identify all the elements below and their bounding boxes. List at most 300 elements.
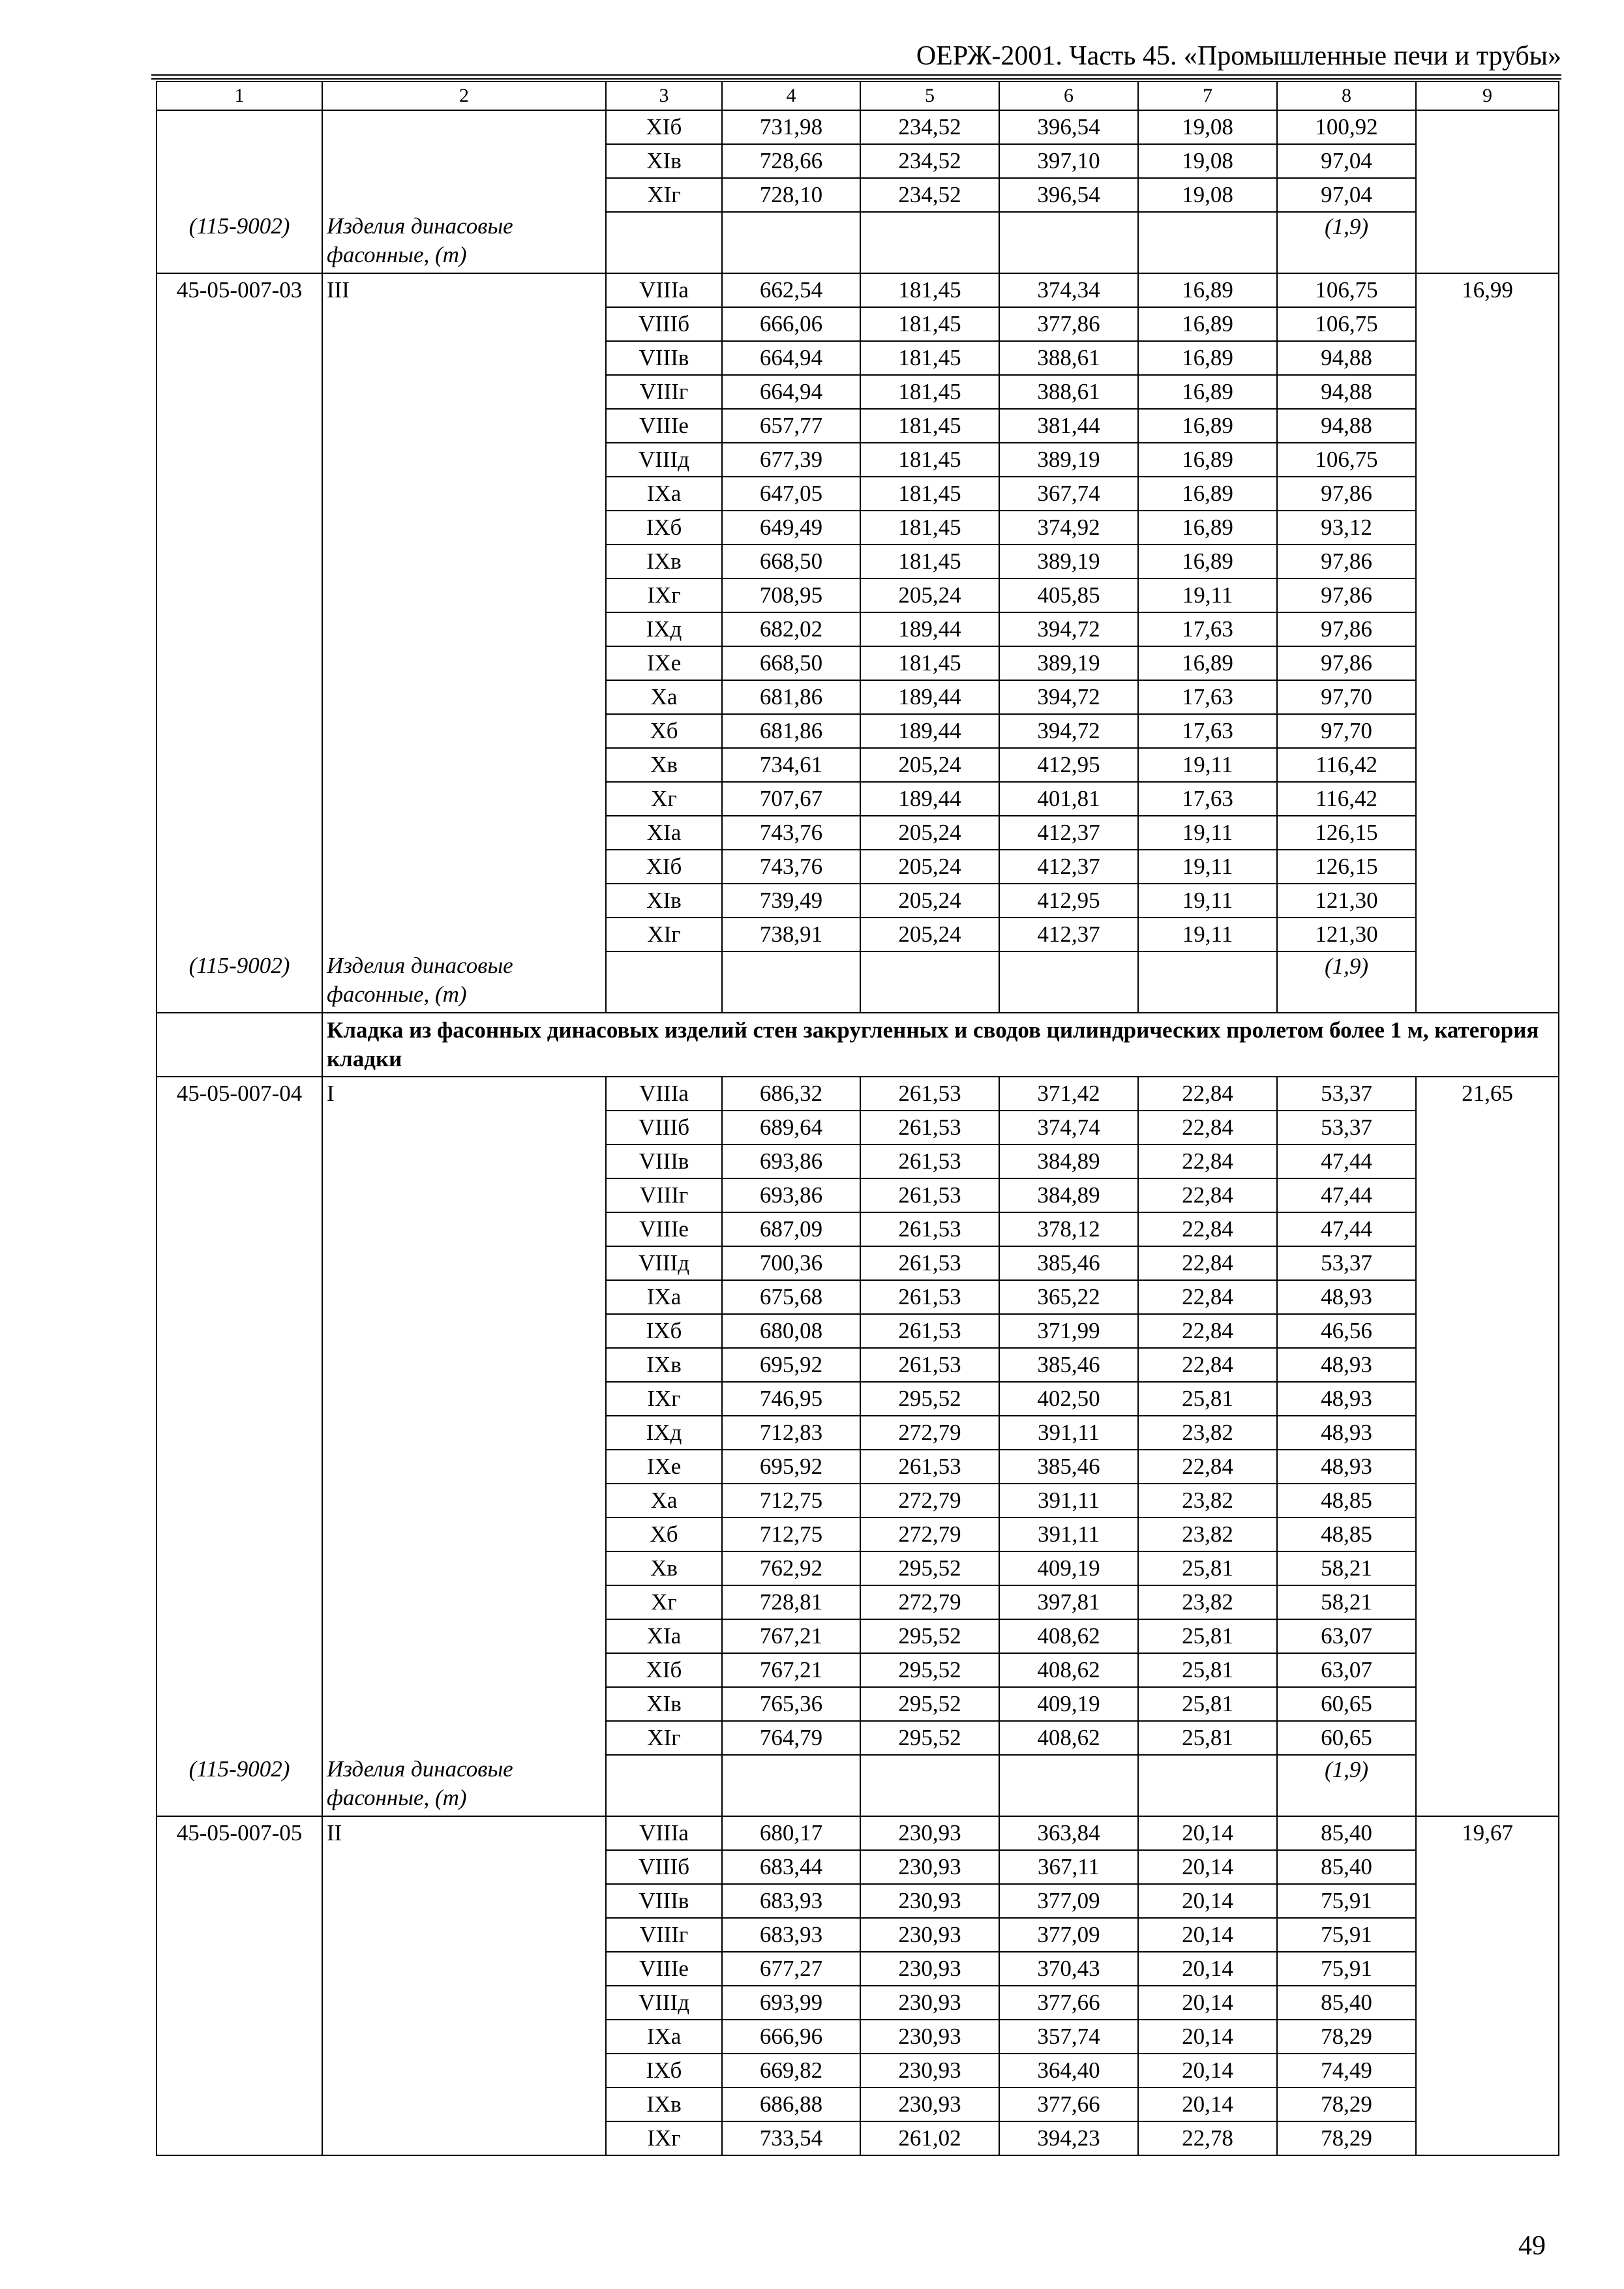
materials-cost: 94,88: [1277, 409, 1416, 443]
masonry-category: [322, 2054, 606, 2087]
item-code: [157, 1687, 322, 1721]
table-row: [157, 1111, 1559, 1144]
machine-operation-cost: 394,72: [999, 714, 1138, 748]
labor-cost: 230,93: [860, 2087, 999, 2121]
zone-code: IXв: [606, 545, 722, 578]
column-header: 1: [157, 82, 322, 110]
masonry-category: [322, 477, 606, 511]
item-code: [157, 850, 322, 884]
table-row: [157, 816, 1559, 850]
machine-cost: 19,67: [1416, 1816, 1559, 1850]
masonry-category: [322, 1178, 606, 1212]
resource-quantity: (1,9): [1277, 951, 1416, 1013]
zone-code: IXа: [606, 477, 722, 511]
machine-cost: [1416, 1884, 1559, 1918]
materials-cost: 126,15: [1277, 850, 1416, 884]
table-row: [157, 1653, 1559, 1687]
driver-wages: 25,81: [1138, 1687, 1277, 1721]
zone-code: IXе: [606, 1450, 722, 1484]
direct-cost: 734,61: [722, 748, 860, 782]
masonry-category: [322, 680, 606, 714]
table-row: [157, 1212, 1559, 1246]
driver-wages: 20,14: [1138, 2020, 1277, 2054]
machine-cost: [1416, 884, 1559, 918]
machine-cost: [1416, 144, 1559, 178]
driver-wages: 23,82: [1138, 1585, 1277, 1619]
item-code: [157, 1144, 322, 1178]
machine-cost: [1416, 1144, 1559, 1178]
zone-code: VIIIе: [606, 1952, 722, 1986]
masonry-category: [322, 748, 606, 782]
machine-cost: [1416, 545, 1559, 578]
materials-cost: 85,40: [1277, 1986, 1416, 2020]
masonry-category: [322, 1551, 606, 1585]
item-code: [157, 2020, 322, 2054]
direct-cost: 695,92: [722, 1450, 860, 1484]
driver-wages: 17,63: [1138, 782, 1277, 816]
materials-cost: 97,70: [1277, 680, 1416, 714]
driver-wages: 19,11: [1138, 918, 1277, 951]
item-code: [157, 1918, 322, 1952]
table-row: [157, 1551, 1559, 1585]
price-table: [156, 81, 1559, 2156]
direct-cost: 681,86: [722, 714, 860, 748]
direct-cost: 765,36: [722, 1687, 860, 1721]
masonry-category: [322, 1884, 606, 1918]
item-code: [157, 1314, 322, 1348]
labor-cost: 261,53: [860, 1144, 999, 1178]
driver-wages: 22,78: [1138, 2121, 1277, 2155]
column-header-row: [157, 82, 1559, 110]
table-row: [157, 850, 1559, 884]
table-row: [157, 918, 1559, 951]
zone-code: IXг: [606, 2121, 722, 2155]
masonry-category: [322, 341, 606, 375]
machine-operation-cost: 389,19: [999, 545, 1138, 578]
zone-code: VIIIе: [606, 409, 722, 443]
labor-cost: 272,79: [860, 1518, 999, 1551]
item-code: [157, 748, 322, 782]
table-row: [157, 1077, 1559, 1111]
materials-cost: 75,91: [1277, 1918, 1416, 1952]
machine-cost: [1416, 1314, 1559, 1348]
materials-cost: 116,42: [1277, 782, 1416, 816]
item-code: 45-05-007-05: [157, 1816, 322, 1850]
item-code: [157, 680, 322, 714]
masonry-category: [322, 1450, 606, 1484]
direct-cost: 666,06: [722, 307, 860, 341]
item-code: 45-05-007-03: [157, 273, 322, 307]
driver-wages: 16,89: [1138, 443, 1277, 477]
machine-cost: 16,99: [1416, 273, 1559, 307]
table-row: [157, 409, 1559, 443]
machine-operation-cost: 409,19: [999, 1687, 1138, 1721]
item-code: [157, 1382, 322, 1416]
direct-cost: 695,92: [722, 1348, 860, 1382]
machine-operation-cost: 388,61: [999, 375, 1138, 409]
materials-cost: 85,40: [1277, 1816, 1416, 1850]
item-code: [157, 918, 322, 951]
machine-operation-cost: 384,89: [999, 1144, 1138, 1178]
masonry-category: [322, 2121, 606, 2155]
zone-code: VIIIд: [606, 1986, 722, 2020]
document-title: ОЕРЖ-2001. Часть 45. «Промышленные печи и трубы»: [916, 41, 1561, 71]
item-code: [157, 178, 322, 212]
section-heading: Кладка из фасонных динасовых изделий стен закругленных и сводов цилиндрических пролетом более 1 м, категория кладки: [322, 1013, 1559, 1077]
direct-cost: 743,76: [722, 850, 860, 884]
table-row: [157, 307, 1559, 341]
machine-cost: [1416, 1518, 1559, 1551]
machine-operation-cost: 367,11: [999, 1850, 1138, 1884]
section-heading-row: [157, 1013, 1559, 1077]
column-header: 8: [1277, 82, 1416, 110]
direct-cost: 683,93: [722, 1918, 860, 1952]
masonry-category: [322, 409, 606, 443]
zone-code: XIв: [606, 884, 722, 918]
empty-cell: [999, 1755, 1138, 1816]
item-code: [157, 1884, 322, 1918]
labor-cost: 234,52: [860, 110, 999, 144]
driver-wages: 20,14: [1138, 1816, 1277, 1850]
empty-cell: [860, 212, 999, 273]
item-code: [157, 1551, 322, 1585]
driver-wages: 20,14: [1138, 1884, 1277, 1918]
table-row: [157, 714, 1559, 748]
item-code: [157, 375, 322, 409]
labor-cost: 189,44: [860, 680, 999, 714]
machine-operation-cost: 394,72: [999, 680, 1138, 714]
machine-operation-cost: 385,46: [999, 1246, 1138, 1280]
direct-cost: 649,49: [722, 511, 860, 545]
masonry-category: [322, 178, 606, 212]
item-code: [157, 511, 322, 545]
column-header: 5: [860, 82, 999, 110]
machine-operation-cost: 377,66: [999, 2087, 1138, 2121]
labor-cost: 230,93: [860, 1986, 999, 2020]
page-header: [151, 31, 1561, 78]
zone-code: VIIIб: [606, 307, 722, 341]
material-note-row: [157, 1755, 1559, 1816]
machine-operation-cost: 397,81: [999, 1585, 1138, 1619]
item-code: [157, 884, 322, 918]
resource-name: Изделия динасовые фасонные, (т): [322, 212, 606, 273]
zone-code: Xг: [606, 1585, 722, 1619]
table-row: [157, 782, 1559, 816]
direct-cost: 657,77: [722, 409, 860, 443]
machine-operation-cost: 377,86: [999, 307, 1138, 341]
driver-wages: 23,82: [1138, 1484, 1277, 1518]
column-header: 6: [999, 82, 1138, 110]
machine-operation-cost: 412,37: [999, 918, 1138, 951]
masonry-category: [322, 1314, 606, 1348]
direct-cost: 666,96: [722, 2020, 860, 2054]
direct-cost: 668,50: [722, 646, 860, 680]
zone-code: XIа: [606, 816, 722, 850]
direct-cost: 712,83: [722, 1416, 860, 1450]
table-row: [157, 1884, 1559, 1918]
machine-cost: [1416, 612, 1559, 646]
empty-cell: [606, 212, 722, 273]
resource-code: (115-9002): [157, 951, 322, 1013]
table-row: [157, 273, 1559, 307]
materials-cost: 48,85: [1277, 1484, 1416, 1518]
table-row: [157, 1986, 1559, 2020]
item-code: [157, 1212, 322, 1246]
zone-code: IXд: [606, 612, 722, 646]
masonry-category: [322, 1653, 606, 1687]
zone-code: VIIIв: [606, 1884, 722, 1918]
item-code: [157, 307, 322, 341]
materials-cost: 58,21: [1277, 1585, 1416, 1619]
table-row: [157, 646, 1559, 680]
labor-cost: 295,52: [860, 1551, 999, 1585]
machine-cost: [1416, 748, 1559, 782]
driver-wages: 19,11: [1138, 850, 1277, 884]
materials-cost: 100,92: [1277, 110, 1416, 144]
labor-cost: 205,24: [860, 748, 999, 782]
masonry-category: [322, 511, 606, 545]
labor-cost: 295,52: [860, 1687, 999, 1721]
table-row: [157, 375, 1559, 409]
item-code: [157, 1518, 322, 1551]
driver-wages: 25,81: [1138, 1721, 1277, 1755]
zone-code: XIа: [606, 1619, 722, 1653]
empty-cell: [1416, 951, 1559, 1013]
materials-cost: 97,04: [1277, 178, 1416, 212]
driver-wages: 22,84: [1138, 1314, 1277, 1348]
zone-code: XIг: [606, 918, 722, 951]
machine-operation-cost: 408,62: [999, 1721, 1138, 1755]
labor-cost: 181,45: [860, 477, 999, 511]
item-code: [157, 110, 322, 144]
direct-cost: 677,39: [722, 443, 860, 477]
machine-cost: 21,65: [1416, 1077, 1559, 1111]
machine-operation-cost: 389,19: [999, 443, 1138, 477]
zone-code: VIIIв: [606, 341, 722, 375]
zone-code: IXа: [606, 1280, 722, 1314]
item-code: [157, 1850, 322, 1884]
machine-cost: [1416, 110, 1559, 144]
table-row: [157, 2121, 1559, 2155]
labor-cost: 181,45: [860, 341, 999, 375]
labor-cost: 230,93: [860, 1850, 999, 1884]
machine-operation-cost: 377,09: [999, 1918, 1138, 1952]
table-row: [157, 1585, 1559, 1619]
driver-wages: 22,84: [1138, 1178, 1277, 1212]
labor-cost: 234,52: [860, 144, 999, 178]
direct-cost: 700,36: [722, 1246, 860, 1280]
machine-operation-cost: 364,40: [999, 2054, 1138, 2087]
table-row: [157, 1619, 1559, 1653]
masonry-category: [322, 1348, 606, 1382]
masonry-category: [322, 1721, 606, 1755]
zone-code: VIIIе: [606, 1212, 722, 1246]
machine-operation-cost: 377,09: [999, 1884, 1138, 1918]
item-code: [157, 1280, 322, 1314]
table-row: [157, 1280, 1559, 1314]
materials-cost: 63,07: [1277, 1653, 1416, 1687]
labor-cost: 261,53: [860, 1077, 999, 1111]
labor-cost: 272,79: [860, 1416, 999, 1450]
labor-cost: 181,45: [860, 545, 999, 578]
table-row: [157, 1144, 1559, 1178]
materials-cost: 94,88: [1277, 341, 1416, 375]
materials-cost: 47,44: [1277, 1144, 1416, 1178]
labor-cost: 230,93: [860, 1918, 999, 1952]
direct-cost: 683,44: [722, 1850, 860, 1884]
materials-cost: 94,88: [1277, 375, 1416, 409]
zone-code: IXе: [606, 646, 722, 680]
zone-code: XIв: [606, 1687, 722, 1721]
labor-cost: 181,45: [860, 273, 999, 307]
zone-code: XIб: [606, 1653, 722, 1687]
table-row: [157, 178, 1559, 212]
direct-cost: 767,21: [722, 1619, 860, 1653]
direct-cost: 708,95: [722, 578, 860, 612]
machine-operation-cost: 374,92: [999, 511, 1138, 545]
direct-cost: 762,92: [722, 1551, 860, 1585]
item-code: [157, 1619, 322, 1653]
table-row: [157, 884, 1559, 918]
machine-cost: [1416, 1212, 1559, 1246]
zone-code: IXг: [606, 578, 722, 612]
machine-operation-cost: 401,81: [999, 782, 1138, 816]
materials-cost: 47,44: [1277, 1178, 1416, 1212]
direct-cost: 681,86: [722, 680, 860, 714]
machine-cost: [1416, 477, 1559, 511]
direct-cost: 693,99: [722, 1986, 860, 2020]
driver-wages: 16,89: [1138, 307, 1277, 341]
materials-cost: 121,30: [1277, 918, 1416, 951]
material-note-row: [157, 951, 1559, 1013]
empty-cell: [1416, 212, 1559, 273]
empty-cell: [1416, 1755, 1559, 1816]
table-row: [157, 1721, 1559, 1755]
driver-wages: 23,82: [1138, 1416, 1277, 1450]
machine-operation-cost: 405,85: [999, 578, 1138, 612]
machine-cost: [1416, 1178, 1559, 1212]
machine-cost: [1416, 1721, 1559, 1755]
machine-operation-cost: 385,46: [999, 1348, 1138, 1382]
machine-cost: [1416, 2121, 1559, 2155]
column-header: 7: [1138, 82, 1277, 110]
driver-wages: 19,11: [1138, 578, 1277, 612]
driver-wages: 25,81: [1138, 1382, 1277, 1416]
driver-wages: 19,11: [1138, 816, 1277, 850]
zone-code: Xа: [606, 680, 722, 714]
labor-cost: 189,44: [860, 782, 999, 816]
item-code: [157, 409, 322, 443]
machine-operation-cost: 371,42: [999, 1077, 1138, 1111]
machine-operation-cost: 389,19: [999, 646, 1138, 680]
machine-operation-cost: 370,43: [999, 1952, 1138, 1986]
labor-cost: 181,45: [860, 511, 999, 545]
direct-cost: 767,21: [722, 1653, 860, 1687]
table-row: [157, 748, 1559, 782]
zone-code: VIIIб: [606, 1111, 722, 1144]
machine-cost: [1416, 1450, 1559, 1484]
labor-cost: 189,44: [860, 714, 999, 748]
direct-cost: 647,05: [722, 477, 860, 511]
table-row: [157, 341, 1559, 375]
empty-cell: [722, 1755, 860, 1816]
machine-operation-cost: 394,23: [999, 2121, 1138, 2155]
zone-code: XIб: [606, 850, 722, 884]
zone-code: XIб: [606, 110, 722, 144]
driver-wages: 25,81: [1138, 1551, 1277, 1585]
labor-cost: 181,45: [860, 443, 999, 477]
masonry-category: [322, 1212, 606, 1246]
item-code: [157, 578, 322, 612]
item-code: [157, 2087, 322, 2121]
machine-cost: [1416, 1280, 1559, 1314]
item-code: [157, 443, 322, 477]
direct-cost: 683,93: [722, 1884, 860, 1918]
item-code: [157, 1246, 322, 1280]
item-code: [157, 1986, 322, 2020]
item-code: [157, 612, 322, 646]
materials-cost: 78,29: [1277, 2121, 1416, 2155]
zone-code: Xб: [606, 714, 722, 748]
item-code: [157, 1348, 322, 1382]
resource-code: (115-9002): [157, 212, 322, 273]
materials-cost: 97,86: [1277, 477, 1416, 511]
machine-cost: [1416, 1484, 1559, 1518]
machine-operation-cost: 412,95: [999, 748, 1138, 782]
direct-cost: 743,76: [722, 816, 860, 850]
machine-cost: [1416, 1653, 1559, 1687]
direct-cost: 689,64: [722, 1111, 860, 1144]
machine-operation-cost: 385,46: [999, 1450, 1138, 1484]
masonry-category: [322, 443, 606, 477]
masonry-category: [322, 646, 606, 680]
item-code: [157, 1653, 322, 1687]
machine-cost: [1416, 1952, 1559, 1986]
machine-cost: [1416, 1918, 1559, 1952]
masonry-category: [322, 884, 606, 918]
material-note-row: [157, 212, 1559, 273]
direct-cost: 664,94: [722, 375, 860, 409]
direct-cost: 728,66: [722, 144, 860, 178]
direct-cost: 764,79: [722, 1721, 860, 1755]
driver-wages: 20,14: [1138, 2087, 1277, 2121]
table-row: [157, 578, 1559, 612]
zone-code: XIв: [606, 144, 722, 178]
materials-cost: 97,86: [1277, 612, 1416, 646]
masonry-category: [322, 850, 606, 884]
materials-cost: 48,93: [1277, 1382, 1416, 1416]
driver-wages: 16,89: [1138, 341, 1277, 375]
materials-cost: 97,04: [1277, 144, 1416, 178]
masonry-category: [322, 1585, 606, 1619]
machine-cost: [1416, 1348, 1559, 1382]
driver-wages: 22,84: [1138, 1348, 1277, 1382]
labor-cost: 295,52: [860, 1721, 999, 1755]
driver-wages: 19,08: [1138, 110, 1277, 144]
driver-wages: 25,81: [1138, 1619, 1277, 1653]
driver-wages: 20,14: [1138, 1986, 1277, 2020]
zone-code: XIг: [606, 1721, 722, 1755]
direct-cost: 707,67: [722, 782, 860, 816]
table-row: [157, 1952, 1559, 1986]
masonry-category: [322, 714, 606, 748]
masonry-category: [322, 1619, 606, 1653]
masonry-category: I: [322, 1077, 606, 1111]
machine-operation-cost: 367,74: [999, 477, 1138, 511]
driver-wages: 22,84: [1138, 1280, 1277, 1314]
resource-name: Изделия динасовые фасонные, (т): [322, 951, 606, 1013]
table-row: [157, 511, 1559, 545]
